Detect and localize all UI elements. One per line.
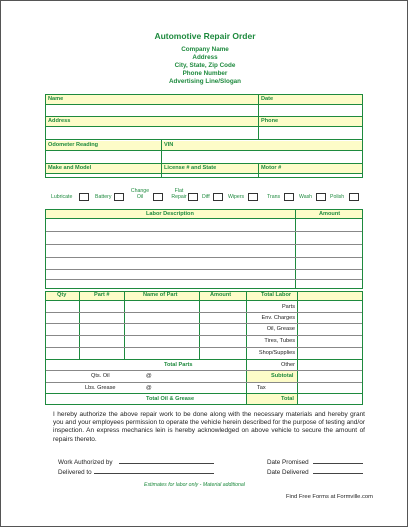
battery-checkbox[interactable] (114, 193, 124, 201)
estimate-note: Estimates for labor only - Material additional (144, 482, 245, 488)
other-label: Other (281, 362, 295, 368)
wash-label: Wash (299, 194, 313, 200)
date-field[interactable] (259, 105, 362, 116)
lubricate-checkbox[interactable] (79, 193, 89, 201)
lbs-grease-label: Lbs. Grease (85, 385, 116, 391)
license-field[interactable] (162, 174, 257, 178)
date-label: Date (261, 96, 274, 102)
make-model-field[interactable] (46, 174, 160, 178)
date-promised-label: Date Promised (267, 459, 309, 466)
company-name: Company Name (181, 46, 229, 53)
part-no-header: Part # (94, 292, 110, 298)
at-sign-2: @ (146, 385, 152, 391)
change-oil-checkbox[interactable] (153, 193, 163, 201)
parts-totals-column[interactable] (298, 301, 362, 404)
change-oil-label-line1: Change (130, 188, 150, 194)
change-oil-label-line2: Oil (136, 193, 144, 200)
odometer-label: Odometer Reading (48, 142, 99, 148)
total-label: Total (281, 396, 294, 402)
motor-field[interactable] (259, 174, 362, 178)
subtotal-label: Subtotal (271, 373, 294, 379)
flat-repair-checkbox[interactable] (188, 193, 198, 201)
address-field[interactable] (46, 127, 257, 139)
date-delivered-line[interactable] (313, 473, 363, 474)
total-oil-grease-label: Total Oil & Grease (146, 396, 195, 402)
parts-label: Parts (281, 304, 295, 310)
total-labor-label: Total Labor (261, 292, 292, 298)
wipers-label: Wipers (228, 194, 245, 200)
qty-header: Qty (57, 292, 67, 298)
company-phone: Phone Number (182, 70, 228, 77)
make-model-label: Make and Model (48, 165, 92, 171)
wipers-checkbox[interactable] (248, 193, 258, 201)
date-promised-line[interactable] (313, 463, 363, 464)
trans-label: Trans (267, 194, 281, 200)
qts-oil-label: Qts. Oil (91, 373, 110, 379)
trans-checkbox[interactable] (284, 193, 294, 201)
delivered-to-line[interactable] (94, 473, 214, 474)
tires-tubes-label: Tires, Tubes (264, 338, 295, 344)
labor-amount-column[interactable] (296, 219, 362, 288)
date-delivered-label: Date Delivered (267, 469, 309, 476)
name-label: Name (48, 96, 64, 102)
labor-description-header: Labor Description (146, 211, 194, 217)
polish-label: Polish (330, 194, 345, 200)
wash-checkbox[interactable] (316, 193, 326, 201)
work-authorized-by-label: Work Authorized by (58, 459, 113, 466)
labor-amount-header: Amount (319, 211, 341, 217)
change-oil-label (129, 189, 151, 200)
authorization-text: I hereby authorize the above repair work to be done along with the necessary materials and hereby grant you and your employees permission to operate the vehicle herein described for the purpose of testing and/or inspection. An express mechanics lein is hereby acknowledged on above vehicle to secure the amount of repairs thereto. (53, 411, 365, 443)
total-parts-label: Total Parts (164, 362, 193, 368)
odometer-field[interactable] (46, 151, 160, 163)
vin-label: VIN (164, 142, 174, 148)
company-slogan: Advertising Line/Slogan (168, 78, 242, 85)
labor-rows[interactable] (46, 219, 295, 288)
name-of-part-header: Name of Part (143, 292, 178, 298)
company-address: Address (192, 54, 218, 61)
name-field[interactable] (46, 105, 257, 116)
source-credit: Find Free Forms at Formville.com (286, 494, 373, 500)
diff-label: Diff (202, 194, 210, 200)
license-label: License # and State (164, 165, 217, 171)
lubricate-label: Lubricate (51, 194, 73, 200)
address-label: Address (48, 118, 71, 124)
motor-label: Motor # (261, 165, 282, 171)
work-authorized-by-line[interactable] (119, 463, 214, 464)
shop-supplies-label: Shop/Supplies (258, 350, 295, 356)
delivered-to-label: Delivered to (58, 469, 92, 476)
env-charges-label: Env. Charges (261, 315, 295, 321)
phone-field[interactable] (259, 127, 362, 139)
flat-repair-label-line2: Repair (171, 193, 187, 200)
amount-header: Amount (210, 292, 232, 298)
company-city: City, State, Zip Code (174, 62, 236, 69)
oil-grease-label: Oil, Grease (266, 326, 295, 332)
polish-checkbox[interactable] (349, 193, 359, 201)
at-sign-1: @ (146, 373, 152, 379)
phone-label: Phone (261, 118, 279, 124)
flat-repair-label-line1: Flat (174, 188, 184, 194)
tax-label: Tax (257, 385, 266, 391)
parts-rows[interactable] (46, 301, 246, 359)
diff-checkbox[interactable] (213, 193, 223, 201)
vin-field[interactable] (162, 151, 362, 163)
form-title: Automotive Repair Order (154, 31, 256, 41)
battery-label: Battery (95, 194, 112, 200)
